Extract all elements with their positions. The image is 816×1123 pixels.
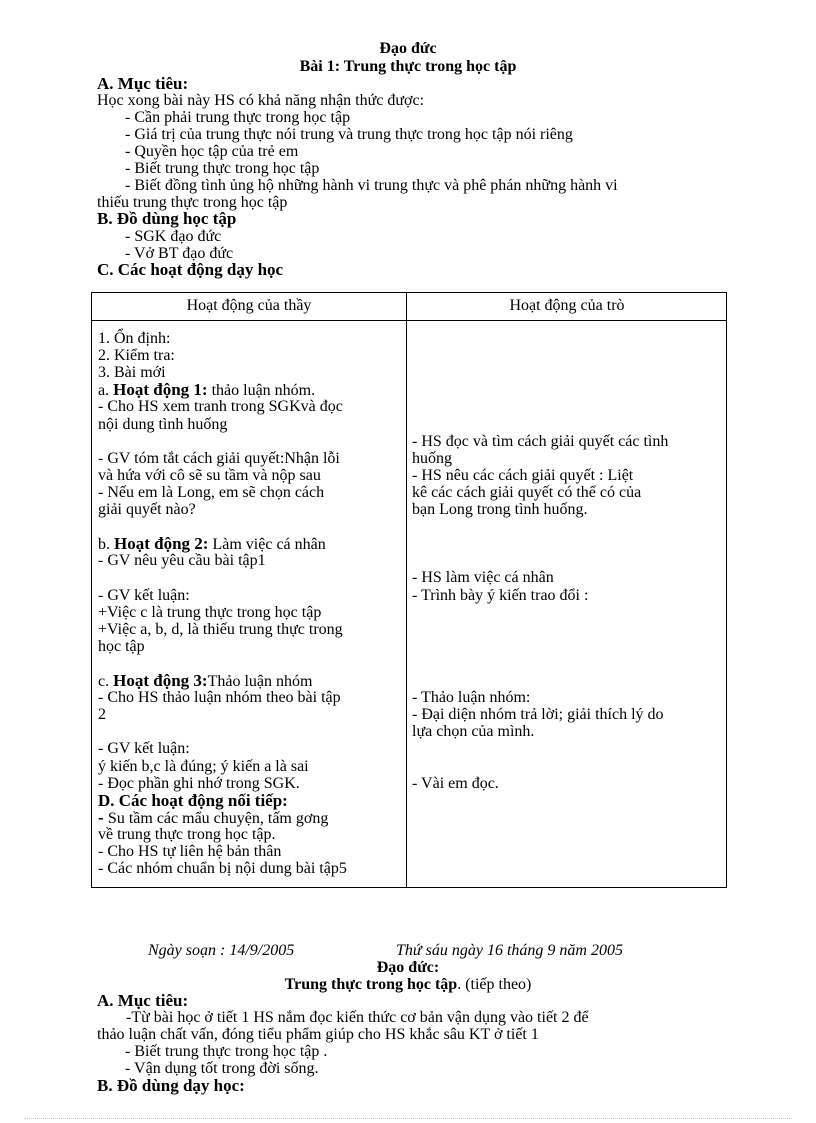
teacher-activity-line: 2 [98,706,106,723]
teacher-activity-line: - GV nêu yêu cầu bài tập1 [98,552,266,569]
teacher-activity-line: c. Hoạt động 3:Thảo luận nhóm [98,671,313,690]
teacher-activity-line: a. Hoạt động 1: thảo luận nhóm. [98,380,316,399]
teacher-activity-line: và hứa với cô sẽ su tầm và nộp sau [98,467,321,484]
student-activity-line: kê các cách giải quyết có thể có của [412,484,642,501]
section-b-heading-2: B. Đồ dùng dạy học: [97,1076,245,1095]
student-activity-line: bạn Long trong tình huống. [412,501,588,518]
teacher-activity-line: - Đọc phần ghi nhớ trong SGK. [98,775,300,792]
student-activity-line: - HS nêu các cách giải quyết : Liệt [412,467,634,484]
teacher-activity-line: - GV kết luận: [98,587,190,604]
lesson-suffix-2: . (tiếp theo) [457,976,532,993]
objective-item: - Quyền học tập của trẻ em [125,143,299,160]
section-b-heading: B. Đồ dùng học tập [97,209,237,228]
teacher-activity-line: giải quyết nào? [98,501,196,518]
teacher-activity-line: - Su tầm các mẩu chuyện, tấm gơng [98,808,329,827]
student-activity-line: - Vài em đọc. [412,775,499,792]
teacher-activity-line: D. Các hoạt động nối tiếp: [98,791,288,810]
objective-item: - Biết đồng tình ủng hộ những hành vi trung thực và phê phán những hành vi [125,177,618,194]
header-rule [92,320,726,321]
teacher-activity-line: - Nếu em là Long, em sẽ chọn cách [98,484,325,501]
teacher-activity-line: 2. Kiểm tra: [98,347,175,364]
student-activities-cell [412,330,724,885]
teacher-activity-line: - Các nhóm chuẩn bị nội dung bài tập5 [98,860,347,877]
objective-item: - Cần phải trung thực trong học tập [125,109,351,126]
teacher-activity-line: - Cho HS xem tranh trong SGKvà đọc [98,398,343,415]
teacher-activity-line: - Cho HS tự liên hệ bản thân [98,843,282,860]
objective-line: - Vận dụng tốt trong đời sống. [125,1060,319,1077]
teacher-activity-line: +Việc c là trung thực trong học tập [98,604,322,621]
teacher-activity-line: - GV kết luận: [98,740,190,757]
student-column-header: Hoạt động của trò [509,297,625,314]
teacher-activity-line: nội dung tình huống [98,416,228,433]
teacher-activity-line: về trung thực trong học tập. [98,826,276,843]
objective-item: - Giá trị của trung thực nói trung và trung thực trong học tập nói riêng [125,126,573,143]
student-activity-line: - Đại diện nhóm trả lời; giải thích lý do [412,706,664,723]
student-activity-line: huống [412,450,452,467]
subject-title: Đạo đức [379,40,437,57]
teacher-column-header: Hoạt động của thầy [186,297,312,314]
subject-title-2: Đạo đức: [376,959,440,976]
section-a-heading-2: A. Mục tiêu: [97,991,189,1010]
objective-continuation: thiếu trung thực trong học tập [97,194,288,211]
page-bottom-dotted-rule [24,1118,792,1119]
lesson-name-2: Trung thực trong học tập [284,976,458,993]
activity-table [91,292,727,888]
teacher-activities-cell [98,330,404,885]
objective-line: thảo luận chất vấn, đóng tiểu phẩm giúp cho HS khắc sâu KT ở tiết 1 [97,1026,539,1043]
objective-line: - Biết trung thực trong học tập . [125,1043,328,1060]
student-activity-line: - Thảo luận nhóm: [412,689,531,706]
lesson-title [0,58,816,75]
section-c-heading: C. Các hoạt động dạy học [97,260,284,279]
lesson-name: : Trung thực trong học tập [334,58,517,75]
teacher-activity-line: +Việc a, b, d, là thiếu trung thực trong [98,621,343,638]
teacher-activity-line: 3. Bài mới [98,364,166,381]
teacher-activity-line: học tập [98,638,145,655]
student-activity-line: - Trình bày ý kiến trao đổi : [412,587,589,604]
column-divider [406,293,407,887]
student-activity-line: - HS đọc và tìm cách giải quyết các tình [412,433,669,450]
date-prepared: Ngày soạn : 14/9/2005 [148,942,295,959]
teacher-activity-line: - Cho HS thảo luận nhóm theo bài tập [98,689,341,706]
lesson-number: Bài 1 [299,58,335,75]
material-item: - SGK đạo đức [125,228,222,245]
objective-item: - Biết trung thực trong học tập [125,160,320,177]
section-a-intro: Học xong bài này HS có khả năng nhận thức được: [97,92,425,109]
teacher-activity-line: b. Hoạt động 2: Làm việc cá nhân [98,534,326,553]
student-activity-line: - HS làm việc cá nhân [412,569,554,586]
material-item: - Vở BT đạo đức [125,245,234,262]
section-a-heading: A. Mục tiêu: [97,74,189,93]
teacher-activity-line: - GV tóm tắt cách giải quyết:Nhận lỗi [98,450,340,467]
student-activity-line: lựa chọn của mình. [412,723,535,740]
objective-line: -Từ bài học ở tiết 1 HS nắm đọc kiến thức cơ bản vận dụng vào tiết 2 để [126,1009,589,1026]
teacher-activity-line: ý kiến b,c là đúng; ý kiến a là sai [98,758,309,775]
teacher-activity-line: 1. Ổn định: [98,330,171,347]
date-taught: Thứ sáu ngày 16 tháng 9 năm 2005 [396,942,623,959]
